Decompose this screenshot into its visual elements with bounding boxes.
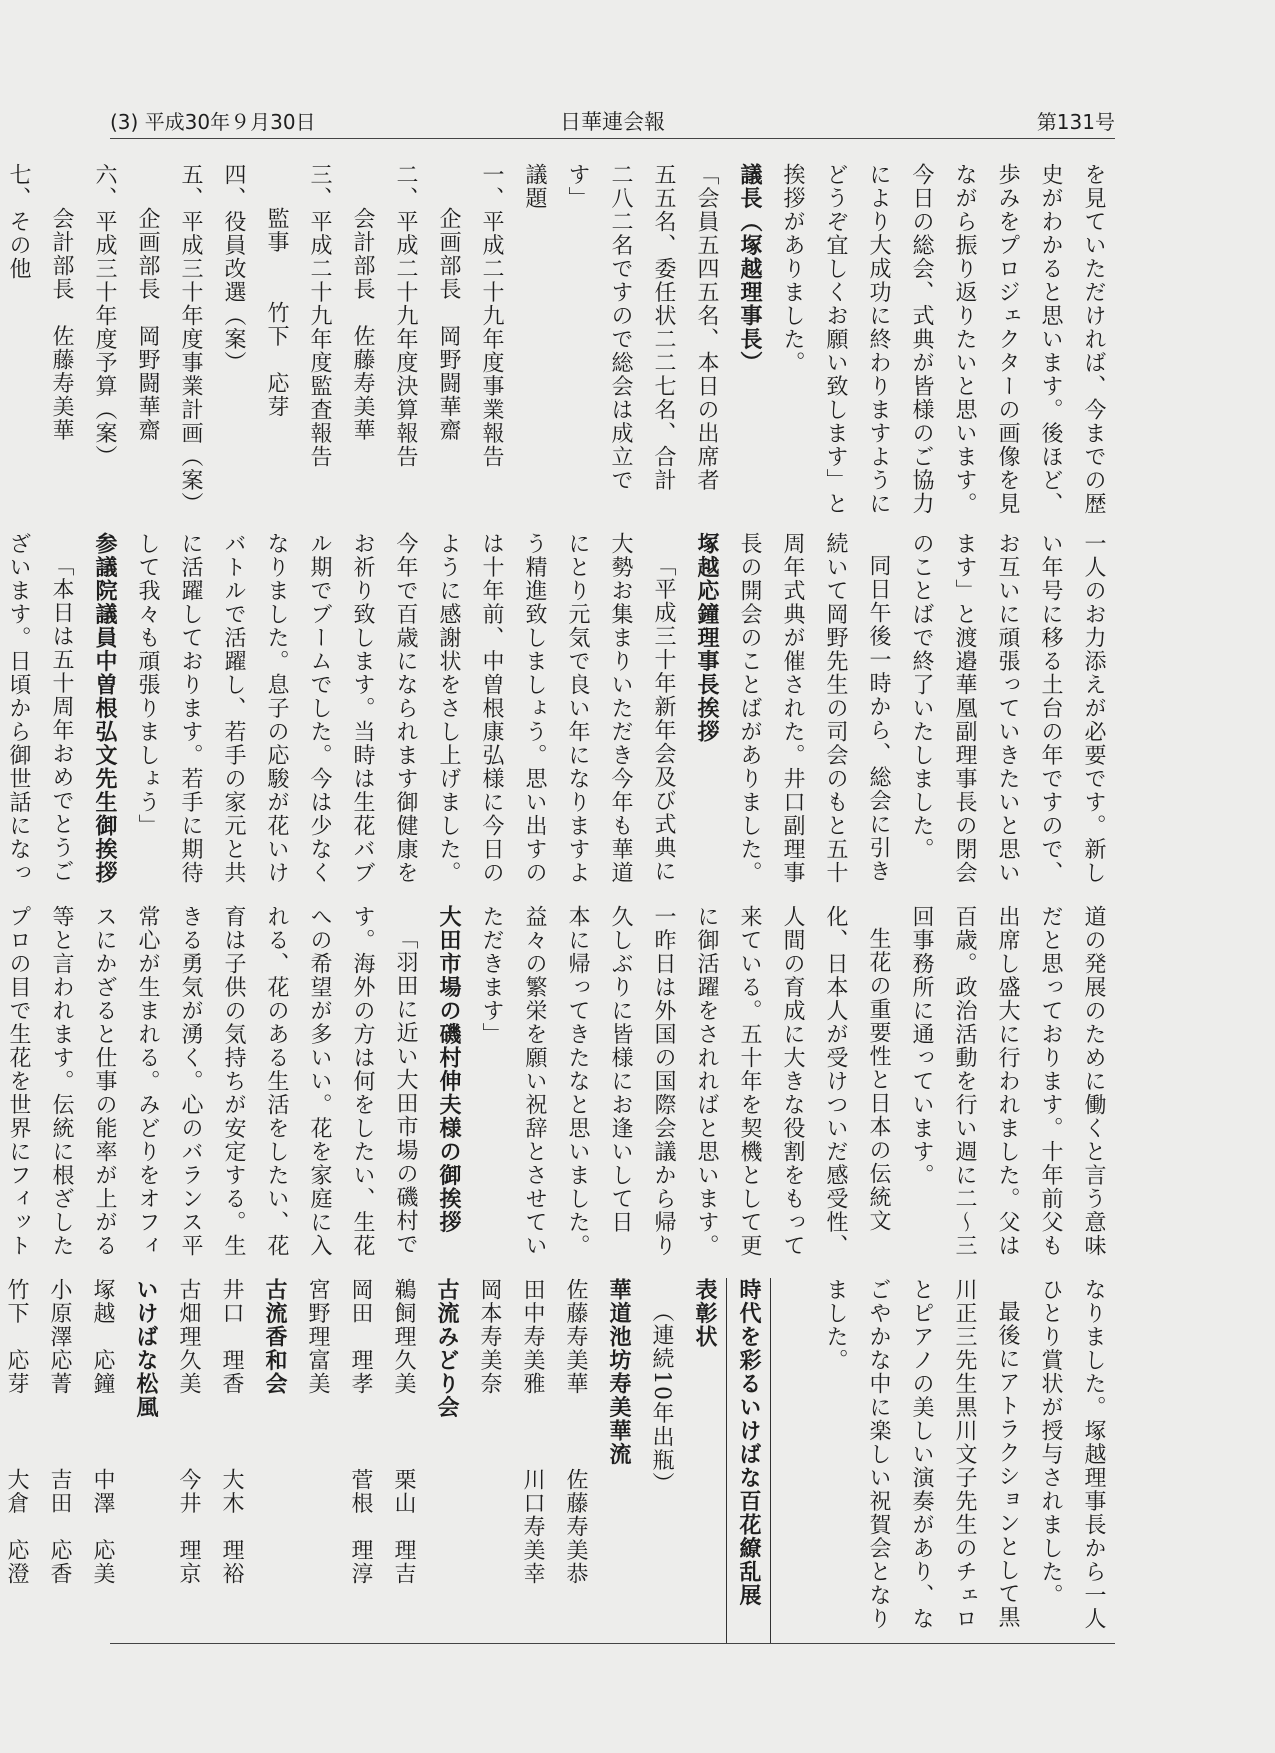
text-column: 歩みをプロジェクターの画像を見: [995, 163, 1020, 516]
text-column: にとり元気で良い年になりますよ: [565, 532, 590, 885]
recipient-name: 小原澤応菁: [47, 1278, 72, 1396]
recipient-name: 塚越 応鐘: [90, 1278, 115, 1396]
text-column: を見ていただければ、今までの歴: [1081, 163, 1106, 516]
text-column: きる勇気が湧く。心のバランス平: [178, 905, 203, 1258]
text-column: 一、平成二十九年度事業報告: [479, 163, 504, 469]
text-column: 育は子供の気持ちが安定する。生: [221, 905, 246, 1258]
text-column: れる、花のある生活をしたい、花: [264, 905, 289, 1258]
text-column: 久しぶりに皆様にお逢いして日: [608, 905, 633, 1234]
text-column: お互いに頑張っていきたいと思い: [995, 532, 1020, 885]
footer-rule: [110, 1643, 1115, 1644]
award-subtitle: 表彰状: [692, 1278, 717, 1349]
text-column: 「本日は五十周年おめでとうご: [49, 554, 74, 883]
text-column: 化、日本人が受けついだ感受性、: [823, 905, 848, 1258]
text-column: 来ている。五十年を契機として更: [737, 905, 762, 1258]
text-column: す」: [565, 163, 590, 210]
text-column: 会計部長 佐藤寿美華: [350, 207, 375, 442]
text-column: ように感謝状をさし上げました。: [436, 532, 461, 885]
text-column: 回事務所に通っています。: [909, 905, 934, 1187]
section-heading: 塚越応鐘理事長挨拶: [694, 532, 719, 744]
text-column: バトルで活躍し、若手の家元と共: [221, 532, 246, 885]
text-column: 二、平成二十九年度決算報告: [393, 163, 418, 469]
text-column: 五五名、委任状二二七名、合計: [651, 163, 676, 492]
text-column: 周年式典が催された。井口副理事: [780, 532, 805, 885]
award-title: 時代を彩るいけばな百花繚乱展: [726, 1278, 771, 1643]
text-column: 益々の繁栄を願い祝辞とさせてい: [522, 905, 547, 1258]
text-column: 「平成三十年新年会及び式典に: [651, 554, 676, 883]
recipient-row: [382, 1278, 425, 1643]
school-name: 古流みどり会: [434, 1278, 459, 1419]
recipient-name: 菅根 理淳: [348, 1468, 373, 1586]
recipient-name: 古畑理久美: [176, 1278, 201, 1396]
recipient-name: 田中寿美雅: [520, 1278, 545, 1396]
text-column: なりました。塚越理事長から一人: [1081, 1278, 1106, 1631]
text-column: 「会員五四五名、本日の出席者: [694, 163, 719, 492]
text-column: 百歳。政治活動を行い週に二〜三: [952, 905, 977, 1258]
text-column: 今年で百歳になられます御健康を: [393, 532, 418, 885]
article-section-4: [4, 1278, 1115, 1643]
recipient-name: 今井 理京: [176, 1468, 201, 1586]
section-heading: 大田市場の磯村伸夫様の御挨拶: [436, 905, 461, 1234]
text-column: 四、役員改選（案）: [221, 163, 246, 375]
text-column: 一昨日は外国の国際会議から帰り: [651, 905, 676, 1258]
text-column: 常心が生まれる。みどりをオフィ: [135, 905, 160, 1258]
text-column: に御活躍をされればと思います。: [694, 905, 719, 1258]
text-column: 二八二名ですので総会は成立で: [608, 163, 633, 492]
article-section-2: [6, 532, 1115, 897]
text-column: 道の発展のために働くと言う意味: [1081, 905, 1106, 1258]
text-column: に活躍しております。若手に期待: [178, 532, 203, 885]
text-column: 企画部長 岡野闘華齋: [436, 207, 461, 442]
text-column: 長の開会のことばがありました。: [737, 532, 762, 885]
text-column: ざいます。日頃から御世話になっ: [6, 532, 31, 885]
text-column: 七、その他: [6, 163, 31, 281]
page-header: [110, 100, 1115, 140]
text-column: ただきます」: [479, 905, 504, 1046]
text-column: 同日午後一時から、総会に引き: [866, 554, 891, 883]
recipient-name: 栗山 理吉: [391, 1468, 416, 1586]
text-column: ごやかな中に楽しい祝賀会となり: [866, 1278, 891, 1631]
recipient-row: [167, 1278, 210, 1643]
text-column: 生花の重要性と日本の伝統文: [866, 927, 891, 1233]
recipient-row: [81, 1278, 124, 1643]
newsletter-title: 日華連会報: [560, 110, 665, 134]
text-column: により大成功に終わりますように: [866, 163, 891, 516]
text-column: して我々も頑張りましょう」: [135, 532, 160, 838]
school-name: いけばな松風: [133, 1278, 158, 1419]
header-rule: [110, 138, 1115, 139]
recipient-row: [554, 1278, 597, 1643]
page-number-date: (3) 平成30年９月30日: [110, 110, 316, 134]
text-column: 一人のお力添えが必要です。新し: [1081, 532, 1106, 885]
text-column: ながら振り返りたいと思います。: [952, 163, 977, 516]
text-column: お祈り致します。当時は生花バブ: [350, 532, 375, 885]
recipient-name: 岡田 理孝: [348, 1278, 373, 1396]
text-column: 「羽田に近い大田市場の磯村で: [393, 927, 418, 1256]
text-column: ました。: [823, 1278, 848, 1372]
recipient-name: 岡本寿美奈: [477, 1278, 502, 1396]
text-column: 挨拶がありました。: [780, 163, 805, 375]
text-column: 議題: [522, 163, 547, 210]
text-column: は十年前、中曽根康弘様に今日の: [479, 532, 504, 885]
text-column: ひとり賞状が授与されました。: [1038, 1278, 1063, 1607]
text-column: プロの目で生花を世界にフィット: [6, 905, 31, 1258]
recipient-name: 竹下 応芽: [4, 1278, 29, 1396]
text-column: う精進致しましょう。思い出すの: [522, 532, 547, 885]
text-column: い年号に移る土台の年ですので、: [1038, 532, 1063, 885]
recipient-row: [210, 1278, 253, 1643]
text-column: どうぞ宜しくお願い致します」と: [823, 163, 848, 516]
text-column: 六、平成三十年度予算（案）: [92, 163, 117, 469]
article-section-3: [6, 905, 1115, 1270]
text-column: のことばで終了いたしました。: [909, 532, 934, 861]
award-note: （連続10年出瓶）: [649, 1300, 674, 1496]
text-column: 史がわかると思います。後ほど、: [1038, 163, 1063, 516]
recipient-name: 大木 理裕: [219, 1468, 244, 1586]
text-column: 三、平成二十九年度監査報告: [307, 163, 332, 469]
recipient-name: 佐藤寿美恭: [563, 1468, 588, 1586]
recipient-name: 中澤 応美: [90, 1468, 115, 1586]
recipient-name: 佐藤寿美華: [563, 1278, 588, 1396]
recipient-name: 井口 理香: [219, 1278, 244, 1396]
school-name: 古流香和会: [262, 1278, 287, 1396]
issue-number: 第131号: [1036, 110, 1115, 134]
section-heading: 議長（塚越理事長）: [737, 163, 762, 375]
recipient-name: 吉田 応香: [47, 1468, 72, 1586]
text-column: 監事 竹下 応芽: [264, 207, 289, 419]
section-heading: 参議院議員中曽根弘文先生御挨拶: [92, 532, 117, 885]
text-column: ル期でブームでした。今は少なく: [307, 532, 332, 885]
text-column: 出席し盛大に行われました。父は: [995, 905, 1020, 1258]
text-column: 続いて岡野先生の司会のもと五十: [823, 532, 848, 885]
text-column: への希望が多いい。花を家庭に入: [307, 905, 332, 1258]
text-column: なりました。息子の応駿が花いけ: [264, 532, 289, 885]
text-column: 川正三先生黒川文子先生のチェロ: [952, 1278, 977, 1631]
text-column: 人間の育成に大きな役割をもって: [780, 905, 805, 1258]
text-column: す。海外の方は何をしたい、生花: [350, 905, 375, 1258]
article-section-1: [6, 163, 1115, 528]
text-column: とピアノの美しい演奏があり、な: [909, 1278, 934, 1631]
text-column: 等と言われます。伝統に根ざした: [49, 905, 74, 1258]
recipient-row: [511, 1278, 554, 1643]
recipient-row: [0, 1278, 38, 1643]
text-column: 最後にアトラクションとして黒: [995, 1300, 1020, 1629]
text-column: 大勢お集まりいただき今年も華道: [608, 532, 633, 885]
text-column: 企画部長 岡野闘華齋: [135, 207, 160, 442]
recipient-row: [468, 1278, 511, 1643]
recipient-name: 鵜飼理久美: [391, 1278, 416, 1396]
recipient-name: 大倉 応澄: [4, 1468, 29, 1586]
text-column: 会計部長 佐藤寿美華: [49, 207, 74, 442]
text-column: 本に帰ってきたなと思いました。: [565, 905, 590, 1258]
recipient-name: 川口寿美幸: [520, 1468, 545, 1586]
recipient-name: 宮野理富美: [305, 1278, 330, 1396]
text-column: 五、平成三十年度事業計画（案）: [178, 163, 203, 516]
text-column: ます」と渡邉華凰副理事長の閉会: [952, 532, 977, 885]
text-column: 今日の総会、式典が皆様のご協力: [909, 163, 934, 516]
school-name: 華道池坊寿美華流: [606, 1278, 631, 1466]
recipient-row: [296, 1278, 339, 1643]
column-gap: [771, 1278, 814, 1643]
text-column: だと思っております。十年前父も: [1038, 905, 1063, 1258]
recipient-row: [339, 1278, 382, 1643]
text-column: スにかざると仕事の能率が上がる: [92, 905, 117, 1258]
recipient-row: [38, 1278, 81, 1643]
